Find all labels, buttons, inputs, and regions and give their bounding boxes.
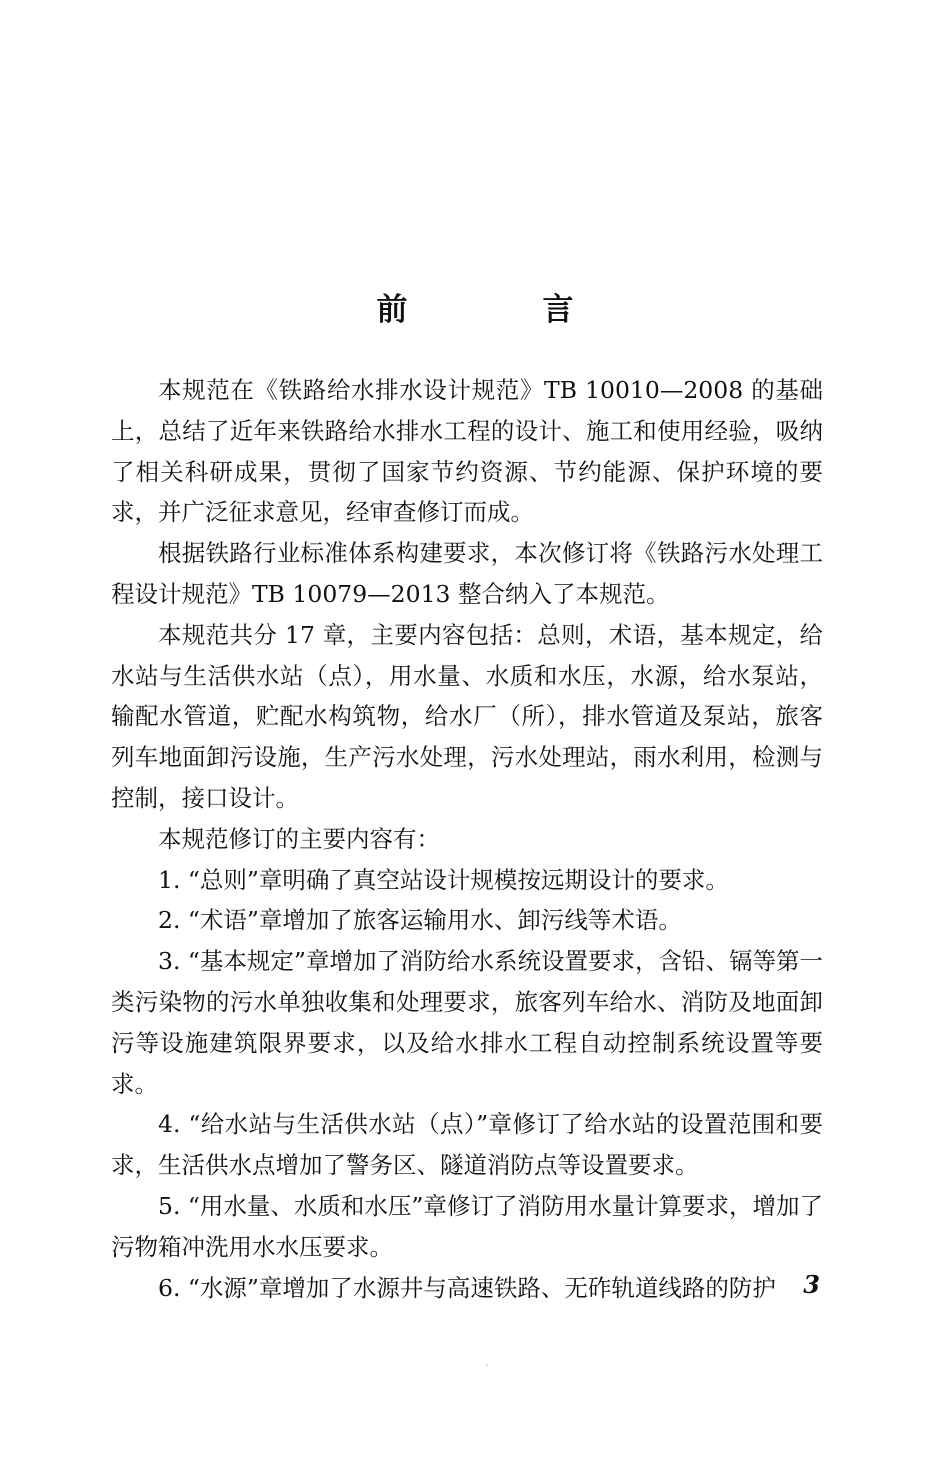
page-title: 前 言 <box>376 292 626 328</box>
paragraph: 根据铁路行业标准体系构建要求，本次修订将《铁路污水处理工程设计规范》TB 10079—2013 整合纳入了本规范。 <box>111 539 823 608</box>
scan-speck <box>486 1364 488 1366</box>
page-number: 3 <box>803 1270 820 1299</box>
list-item: 3. “基本规定”章增加了消防给水系统设置要求，含铅、镉等第一类污染物的污水单独收集和处理要求，旅客列车给水、消防及地面卸污等设施建筑限界要求，以及给水排水工程自动控制系统设置等要求。 <box>111 947 823 1098</box>
list-item: 4. “给水站与生活供水站（点）”章修订了给水站的设置范围和要求，生活供水点增加了警务区、隧道消防点等设置要求。 <box>111 1110 823 1180</box>
list-item: 6. “水源”章增加了水源井与高速铁路、无砟轨道线路的防护 <box>158 1273 776 1302</box>
list-item: 2. “术语”章增加了旅客运输用水、卸污线等术语。 <box>158 906 682 935</box>
paragraph: 本规范在《铁路给水排水设计规范》TB 10010—2008 的基础上，总结了近年来铁路给水排水工程的设计、施工和使用经验，吸纳了相关科研成果，贯彻了国家节约资源、节约能源、保护环境的要求，并广泛征求意见，经审查修订而成。 <box>111 376 823 527</box>
paragraph: 本规范共分 17 章，主要内容包括：总则，术语，基本规定，给水站与生活供水站（点），用水量、水质和水压，水源，给水泵站，输配水管道，贮配水构筑物，给水厂（所），排水管道及泵站，旅客列车地面卸污设施，生产污水处理，污水处理站，雨水利用，检测与控制，接口设计。 <box>111 620 823 812</box>
preface-body <box>111 370 823 1308</box>
list-item: 5. “用水量、水质和水压”章修订了消防用水量计算要求，增加了污物箱冲洗用水水压要求。 <box>111 1191 823 1261</box>
paragraph: 本规范修订的主要内容有： <box>158 824 440 853</box>
list-item: 1. “总则”章明确了真空站设计规模按远期设计的要求。 <box>158 865 729 894</box>
